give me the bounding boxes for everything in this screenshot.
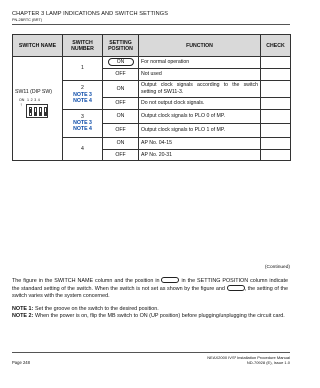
switch-number: 4 (81, 145, 84, 152)
page-number: Page 248 (12, 360, 30, 365)
setting-pill-icon (161, 277, 179, 283)
note-ref: NOTE 4 (73, 97, 92, 104)
table-row (13, 57, 291, 69)
note-text: Set the groove on the switch to the desired position. (35, 306, 159, 312)
setting-cell: OFF (103, 68, 139, 80)
switch-name: SW11 (DIP SW) (15, 89, 52, 96)
explanation-paragraph (12, 277, 288, 301)
dip-knob (45, 112, 47, 116)
standard-setting-pill: ON (108, 58, 134, 66)
check-cell (261, 68, 291, 80)
check-cell (261, 80, 291, 97)
dip-slot (39, 107, 42, 116)
footer-rule (12, 352, 290, 353)
continued-label: (Continued) (264, 265, 290, 270)
dip-knob (35, 112, 37, 116)
notes-section (12, 306, 288, 320)
function-cell: Do not output clock signals. (139, 97, 261, 109)
header-rule (12, 24, 290, 25)
check-cell (261, 123, 291, 137)
check-cell (261, 137, 291, 149)
col-header-function: FUNCTION (139, 35, 261, 57)
function-cell: Not used (139, 68, 261, 80)
dip-switch-figure (18, 98, 56, 128)
check-cell (261, 57, 291, 69)
switch-number: 1 (81, 65, 84, 72)
function-cell: Output clock signals to PLO 0 of MP. (139, 109, 261, 123)
note-item (12, 313, 288, 320)
switch-number-cell (63, 109, 103, 137)
switch-number-cell (63, 80, 103, 109)
setting-cell: ON (103, 109, 139, 123)
check-cell (261, 97, 291, 109)
setting-cell (103, 57, 139, 69)
doc-number: ND-70928 (E), Issue 1.0 (246, 360, 290, 365)
dip-slot (34, 107, 37, 116)
note-ref: NOTE 3 (73, 91, 92, 98)
switch-number: 3 (81, 113, 84, 120)
dip-on-label: ON (19, 98, 25, 103)
setting-cell: OFF (103, 123, 139, 137)
paragraph-text: , the setting of the switch varies with the system concerned. (12, 286, 288, 300)
switch-settings-table (12, 34, 291, 161)
function-cell: AP No. 04-15 (139, 137, 261, 149)
dip-slot (29, 107, 32, 116)
paragraph-text: The figure in the SWITCH NAME column and the position in (12, 278, 160, 284)
function-cell: AP No. 20-31 (139, 149, 261, 161)
setting-cell: OFF (103, 97, 139, 109)
function-cell: Output clock signals to PLO 1 of MP. (139, 123, 261, 137)
note-ref: NOTE 3 (73, 120, 92, 127)
table-header-row (13, 35, 291, 57)
col-header-switch-name: SWITCH NAME (13, 35, 63, 57)
check-cell (261, 109, 291, 123)
setting-cell: OFF (103, 149, 139, 161)
footer-doc-info (207, 355, 290, 365)
setting-pill-icon (227, 285, 245, 291)
col-header-switch-number: SWITCH NUMBER (63, 35, 103, 57)
dip-knob (40, 112, 42, 116)
switch-name-cell (13, 57, 63, 161)
dip-switch-body (26, 104, 48, 118)
note-label: NOTE 1: (12, 306, 34, 312)
note-ref: NOTE 4 (73, 126, 92, 133)
dip-slot (44, 107, 47, 116)
up-arrow-icon: ↑ (20, 102, 23, 108)
col-header-check: CHECK (261, 35, 291, 57)
switch-number-cell (63, 57, 103, 81)
dip-numbers: 1 2 3 4 (27, 98, 41, 103)
dip-knob (30, 109, 32, 113)
note-label: NOTE 2: (12, 313, 34, 320)
switch-number: 2 (81, 85, 84, 92)
switch-number-cell (63, 137, 103, 161)
check-cell (261, 149, 291, 161)
setting-cell: ON (103, 80, 139, 97)
col-header-setting-position: SETTING POSITION (103, 35, 139, 57)
paragraph-text: in the SETTING POSITION column indicate the standard setting of the switch. When the switch is not set as shown by the figure and (12, 278, 289, 293)
chapter-title: CHAPTER 3 LAMP INDICATIONS AND SWITCH SETTINGS (12, 11, 169, 17)
card-subtitle: PN-2BRTC (BRT) (12, 18, 43, 22)
note-text: When the power is on, flip the MB switch to ON (UP position) before plugging/unplugging the circuit card. (35, 313, 285, 320)
function-cell: For normal operation (139, 57, 261, 69)
note-item (12, 306, 288, 313)
manual-title: NEAX2000 IVS² Installation Procedure Manual (207, 355, 290, 360)
setting-cell: ON (103, 137, 139, 149)
function-cell: Output clock signals according to the switch setting of SW11-3. (139, 80, 261, 97)
page-header (12, 11, 290, 22)
